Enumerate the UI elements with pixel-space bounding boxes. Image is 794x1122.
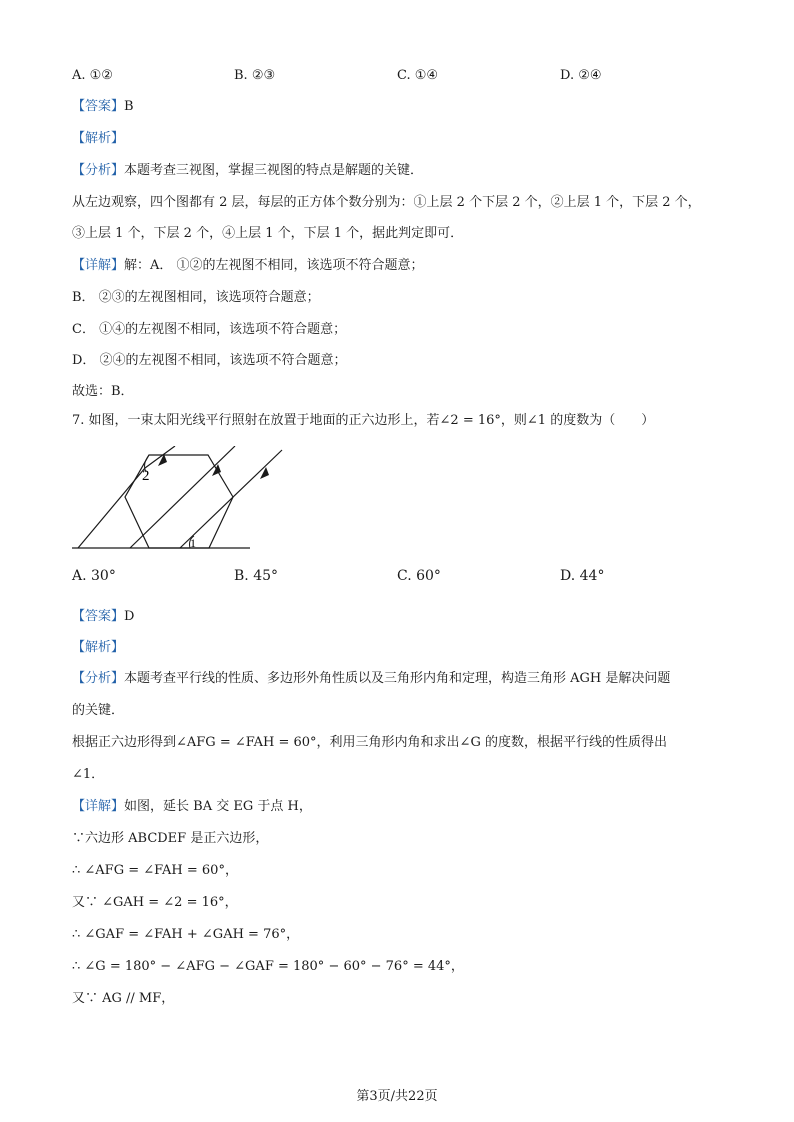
q7-answer: D [124,609,135,624]
q7-fenxi-line-1 [72,669,670,689]
q6-observation-2: ③上层 1 个，下层 2 个，④上层 1 个，下层 1 个，据此判定即可． [72,226,464,241]
q6-option-d: D. ②④ [560,68,602,83]
q7-option-b: B. 45° [234,568,279,584]
q7-fenxi-2: 的关键． [72,703,125,718]
q6-answer: B [124,99,134,114]
angle-2-label: 2 [142,468,150,484]
q7-fenxi-tag: 【分析】 [72,671,125,686]
q6-fenxi-tag: 【分析】 [72,163,125,178]
q6-option-b: B. ②③ [234,68,276,83]
sun-ray-3 [180,450,282,548]
q7-detail-7: 又∵ AG // MF， [72,991,175,1006]
q6-answer-line [72,97,134,117]
q6-option-a: A. ①② [72,68,113,83]
q7-detail-6: ∴ ∠G = 180° − ∠AFG − ∠GAF = 180° − 60° − 76° = 44°， [72,959,464,974]
q7-xiangjie-tag: 【详解】 [72,799,125,814]
hexagon-sunlight-figure [70,446,285,554]
q7-detail-2: ∵六边形 ABCDEF 是正六边形， [72,831,269,846]
q7-answer-tag: 【答案】 [72,609,125,624]
q6-fenxi-line [72,161,423,181]
q6-answer-tag: 【答案】 [72,99,125,114]
q7-stem: 7. 如图，一束太阳光线平行照射在放置于地面的正六边形上，若∠2 = 16°，则∠1 的度数为（ ） [72,413,655,428]
arrow-head-3 [260,467,269,479]
q7-detail-4: 又∵ ∠GAH = ∠2 = 16°， [72,895,238,910]
q6-detail-3: C． ①④的左视图不相同，该选项不符合题意； [72,322,347,337]
q7-answer-line [72,607,134,627]
q7-fenxi-3: 根据正六边形得到∠AFG = ∠FAH = 60°，利用三角形内角和求出∠G 的度数，根据平行线的性质得出 [72,735,667,750]
q7-option-c: C. 60° [397,568,441,584]
q7-detail-5: ∴ ∠GAF = ∠FAH + ∠GAH = 76°， [72,927,300,942]
q6-option-c: C. ①④ [397,68,439,83]
q7-fenxi-4: ∠1． [72,767,105,782]
angle-1-label: 1 [190,536,196,550]
q6-detail-1: 解：A． ①②的左视图不相同，该选项不符合题意； [124,258,424,273]
sun-ray-1 [78,468,145,548]
q7-detail-3: ∴ ∠AFG = ∠FAH = 60°， [72,863,238,878]
q6-observation-1: 从左边观察，四个图都有 2 层，每层的正方体个数分别为：①上层 2 个下层 2 个，②上层 1 个，下层 2 个， [72,195,701,210]
q7-option-a: A. 30° [72,568,116,584]
q7-detail-1: 如图，延长 BA 交 EG 于点 H， [124,799,312,814]
q7-fenxi-1: 本题考查平行线的性质、多边形外角性质以及三角形内角和定理，构造三角形 AGH 是解决问题 [124,671,671,686]
q6-detail-5: 故选：B． [72,384,134,399]
q6-detail-line-1 [72,256,424,276]
q6-analysis-tag: 【解析】 [72,131,125,146]
q6-xiangjie-tag: 【详解】 [72,258,125,273]
page-number-footer: 第3页/共22页 [356,1089,438,1104]
q7-option-d: D. 44° [560,568,605,584]
q7-detail-line-1 [72,797,312,817]
q6-fenxi: 本题考查三视图，掌握三视图的特点是解题的关键． [124,163,424,178]
q6-detail-4: D． ②④的左视图不相同，该选项不符合题意； [72,353,347,368]
q7-analysis-tag: 【解析】 [72,640,125,655]
q6-detail-2: B． ②③的左视图相同，该选项符合题意； [72,290,320,305]
